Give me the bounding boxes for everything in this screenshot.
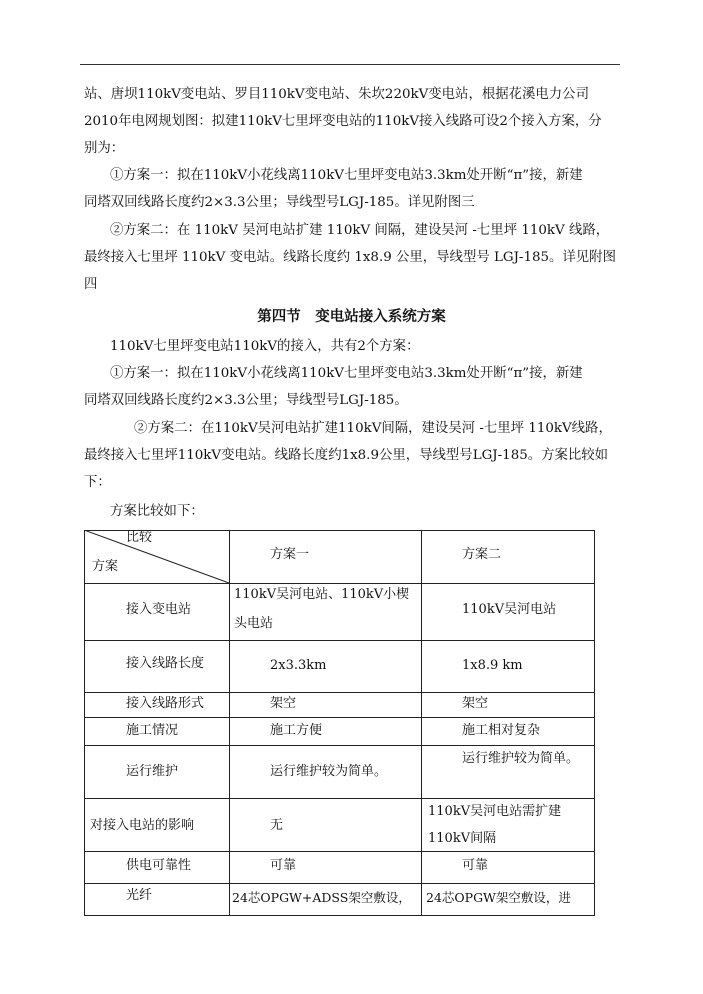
table-cell: 施工方便 xyxy=(270,723,323,738)
header-bottom-label: 方案 xyxy=(92,559,119,574)
paragraph-line: ②方案二：在110kV吴河电站扩建110kV间隔，建设吴河 -七里坪 110kV线路， xyxy=(134,421,612,436)
paragraph-line: 四 xyxy=(84,277,98,292)
table-border xyxy=(84,883,594,884)
row-label: 接入线路形式 xyxy=(126,696,205,711)
table-cell: 可靠 xyxy=(270,858,297,873)
paragraph-line: 同塔双回线路长度约2×3.3公里；导线型号LGJ-185。详见附图三 xyxy=(84,195,475,210)
table-border xyxy=(594,530,595,916)
column-header: 方案二 xyxy=(462,547,502,562)
header-top-label: 比较 xyxy=(126,530,153,545)
table-cell: 运行维护较为简单。 xyxy=(270,764,388,779)
table-cell: 头电站 xyxy=(234,616,274,631)
row-label: 运行维护 xyxy=(126,764,179,779)
paragraph-line: 方案比较如下： xyxy=(110,504,204,519)
paragraph-line: 最终接入七里坪110kV变电站。线路长度约1x8.9公里，导线型号LGJ-185。方案比较如 xyxy=(84,448,609,463)
table-cell: 运行维护较为简单。 xyxy=(462,751,580,766)
paragraph-line: 别为： xyxy=(84,141,125,156)
paragraph-line: 最终接入七里坪 110kV 变电站。线路长度约 1x8.9 公里，导线型号 LGJ-185。详见附图 xyxy=(84,250,616,265)
paragraph-line: ①方案一：拟在110kV小花线离110kV七里坪变电站3.3km处开断“π”接，新建 xyxy=(110,168,583,183)
table-cell: 架空 xyxy=(462,696,489,711)
table-cell: 施工相对复杂 xyxy=(462,723,541,738)
table-cell: 无 xyxy=(270,818,284,833)
table-border xyxy=(84,692,594,693)
paragraph-line: ①方案一：拟在110kV小花线离110kV七里坪变电站3.3km处开断“π”接，新建 xyxy=(110,366,583,381)
row-label: 接入线路长度 xyxy=(126,656,205,671)
row-label: 供电可靠性 xyxy=(126,858,192,873)
paragraph-line: 110kV七里坪变电站110kV的接入，共有2个方案： xyxy=(110,339,420,354)
table-border xyxy=(84,798,594,799)
table-cell: 110kV吴河电站需扩建 xyxy=(428,804,562,819)
table-cell: 可靠 xyxy=(462,858,489,873)
table-border xyxy=(84,745,594,746)
table-cell: 24芯OPGW+ADSS架空敷设， xyxy=(232,890,411,905)
table-cell: 24芯OPGW架空敷设，进 xyxy=(426,890,571,905)
header-rule xyxy=(80,64,620,65)
paragraph-line: 同塔双回线路长度约2×3.3公里；导线型号LGJ-185。 xyxy=(84,393,408,408)
table-cell: 110kV吴河电站 xyxy=(462,602,557,617)
table-cell: 110kV间隔 xyxy=(428,831,497,846)
paragraph-line: ②方案二：在 110kV 吴河电站扩建 110kV 间隔，建设吴河 -七里坪 110kV 线路， xyxy=(110,223,610,238)
table-cell: 110kV吴河电站、110kV小楔 xyxy=(234,587,410,602)
table-border xyxy=(84,915,594,916)
column-header: 方案一 xyxy=(270,547,310,562)
row-label: 对接入电站的影响 xyxy=(90,818,195,833)
table-cell: 1x8.9 km xyxy=(462,658,523,673)
table-border xyxy=(84,717,594,718)
table-cell: 架空 xyxy=(270,696,297,711)
table-border xyxy=(84,851,594,852)
row-label: 光纤 xyxy=(126,888,153,903)
table-border xyxy=(229,530,230,916)
table-border xyxy=(421,530,422,916)
row-label: 施工情况 xyxy=(126,723,179,738)
paragraph-line: 站、唐坝110kV变电站、罗目110kV变电站、朱坎220kV变电站，根据花溪电力公司 xyxy=(84,87,589,102)
row-label: 接入变电站 xyxy=(126,602,192,617)
section-heading: 第四节 变电站接入系统方案 xyxy=(257,309,446,325)
table-border xyxy=(84,530,85,916)
table-cell: 2x3.3km xyxy=(270,658,327,673)
paragraph-line: 下： xyxy=(84,475,111,490)
paragraph-line: 2010年电网规划图：拟建110kV七里坪变电站的110kV接入线路可设2个接入方案，分 xyxy=(84,114,602,129)
table-border xyxy=(84,640,594,641)
